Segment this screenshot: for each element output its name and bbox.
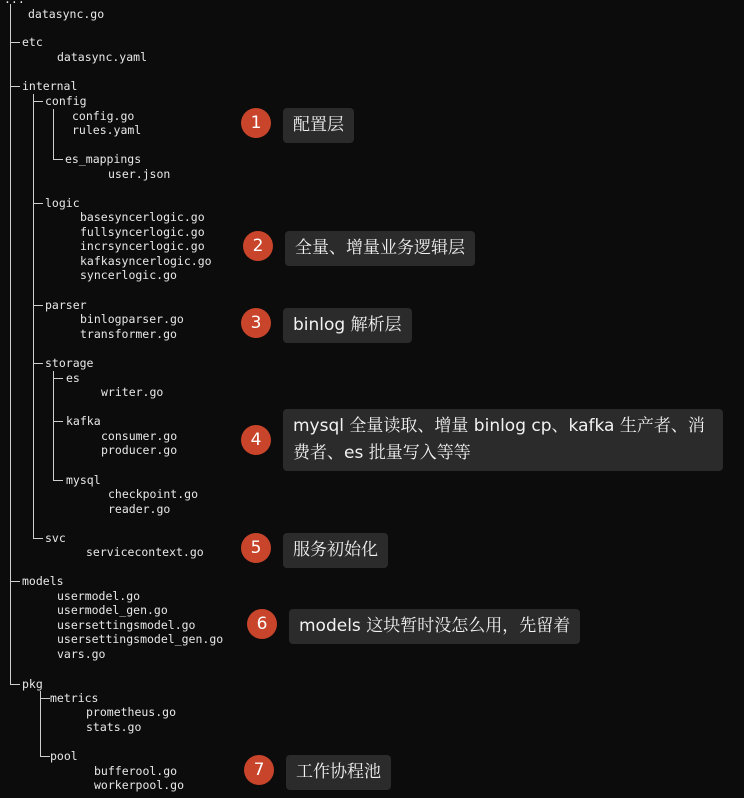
branch-pkg: [10, 684, 20, 685]
file-entry: bufferool.go: [94, 764, 178, 778]
callout-storage-layer: [241, 409, 723, 471]
tree-rail-internal: [33, 94, 34, 539]
folder-entry: pkg: [22, 677, 43, 691]
callout-config-layer: [241, 108, 354, 143]
folder-entry: es_mappings: [65, 152, 142, 166]
callout-label: 全量、增量业务逻辑层: [285, 231, 475, 266]
folder-entry: kafka: [66, 414, 101, 428]
tree-rail-storage: [53, 371, 54, 481]
branch-internal: [10, 86, 20, 87]
branch-es-mappings: [53, 159, 63, 160]
file-entry: usermodel_gen.go: [57, 603, 168, 617]
folder-entry: logic: [45, 196, 80, 210]
callout-label: mysql 全量读取、增量 binlog cp、kafka 生产者、消费者、es 批量写入等等: [283, 409, 723, 471]
file-entry: rules.yaml: [72, 123, 142, 137]
number-badge: 1: [241, 108, 271, 138]
file-entry: producer.go: [101, 443, 178, 457]
file-entry: binlogparser.go: [80, 312, 184, 326]
number-badge: 4: [241, 425, 271, 455]
number-badge: 3: [241, 308, 271, 338]
file-entry: consumer.go: [101, 429, 178, 443]
file-entry: reader.go: [108, 502, 171, 516]
callout-parser-layer: [241, 308, 412, 343]
file-entry: config.go: [72, 109, 135, 123]
folder-entry: pool: [50, 749, 78, 763]
callout-label: 工作协程池: [286, 755, 391, 790]
number-badge: 5: [241, 533, 271, 563]
tree-rail-config: [53, 109, 54, 159]
file-entry: usermodel.go: [57, 589, 141, 603]
tree-rail-pkg: [40, 691, 41, 757]
branch-config: [33, 101, 43, 102]
file-entry: stats.go: [86, 720, 142, 734]
callout-pool-layer: [244, 755, 391, 790]
file-entry: prometheus.go: [86, 705, 177, 719]
number-badge: 2: [243, 231, 273, 261]
file-entry: fullsyncerlogic.go: [80, 225, 205, 239]
branch-storage: [33, 363, 43, 364]
callout-models-layer: [247, 609, 580, 644]
callout-svc-layer: [241, 533, 388, 568]
folder-entry: metrics: [50, 691, 99, 705]
branch-logic: [33, 203, 43, 204]
number-badge: 7: [244, 755, 274, 785]
callout-logic-layer: [243, 231, 475, 266]
file-entry: usersettingsmodel_gen.go: [57, 632, 224, 646]
branch-es: [53, 378, 63, 379]
branch-parser: [33, 305, 43, 306]
folder-entry: etc: [22, 35, 43, 49]
callout-label: 配置层: [283, 108, 354, 143]
branch-models: [10, 581, 20, 582]
file-entry: syncerlogic.go: [80, 268, 177, 282]
file-entry: kafkasyncerlogic.go: [80, 254, 212, 268]
branch-metrics: [40, 698, 50, 699]
folder-entry: models: [22, 574, 64, 588]
file-entry: datasync.go: [28, 7, 105, 21]
file-entry: transformer.go: [80, 327, 177, 341]
tree-rail-root: [10, 4, 11, 684]
callout-label: 服务初始化: [283, 533, 388, 568]
top-ellipsis: [4, 0, 25, 6]
folder-entry: storage: [45, 356, 94, 370]
folder-entry: mysql: [66, 473, 101, 487]
branch-mysql: [53, 480, 63, 481]
folder-entry: internal: [22, 79, 78, 93]
folder-entry: parser: [45, 298, 87, 312]
folder-entry: config: [45, 94, 87, 108]
file-entry: user.json: [108, 167, 171, 181]
callout-label: binlog 解析层: [283, 308, 412, 343]
branch-pool: [40, 756, 50, 757]
file-entry: writer.go: [101, 385, 164, 399]
file-entry: checkpoint.go: [108, 487, 199, 501]
file-entry: servicecontext.go: [86, 545, 204, 559]
branch-etc: [10, 42, 20, 43]
branch-svc: [33, 538, 43, 539]
file-entry: basesyncerlogic.go: [80, 210, 205, 224]
file-entry: incrsyncerlogic.go: [80, 239, 205, 253]
folder-entry: svc: [45, 531, 66, 545]
file-entry: datasync.yaml: [57, 50, 148, 64]
file-entry: usersettingsmodel.go: [57, 618, 196, 632]
branch-kafka: [53, 421, 63, 422]
number-badge: 6: [247, 609, 277, 639]
callout-label: models 这块暂时没怎么用，先留着: [289, 609, 580, 644]
file-entry: vars.go: [57, 647, 106, 661]
folder-entry: es: [66, 371, 80, 385]
file-entry: workerpool.go: [94, 778, 185, 792]
